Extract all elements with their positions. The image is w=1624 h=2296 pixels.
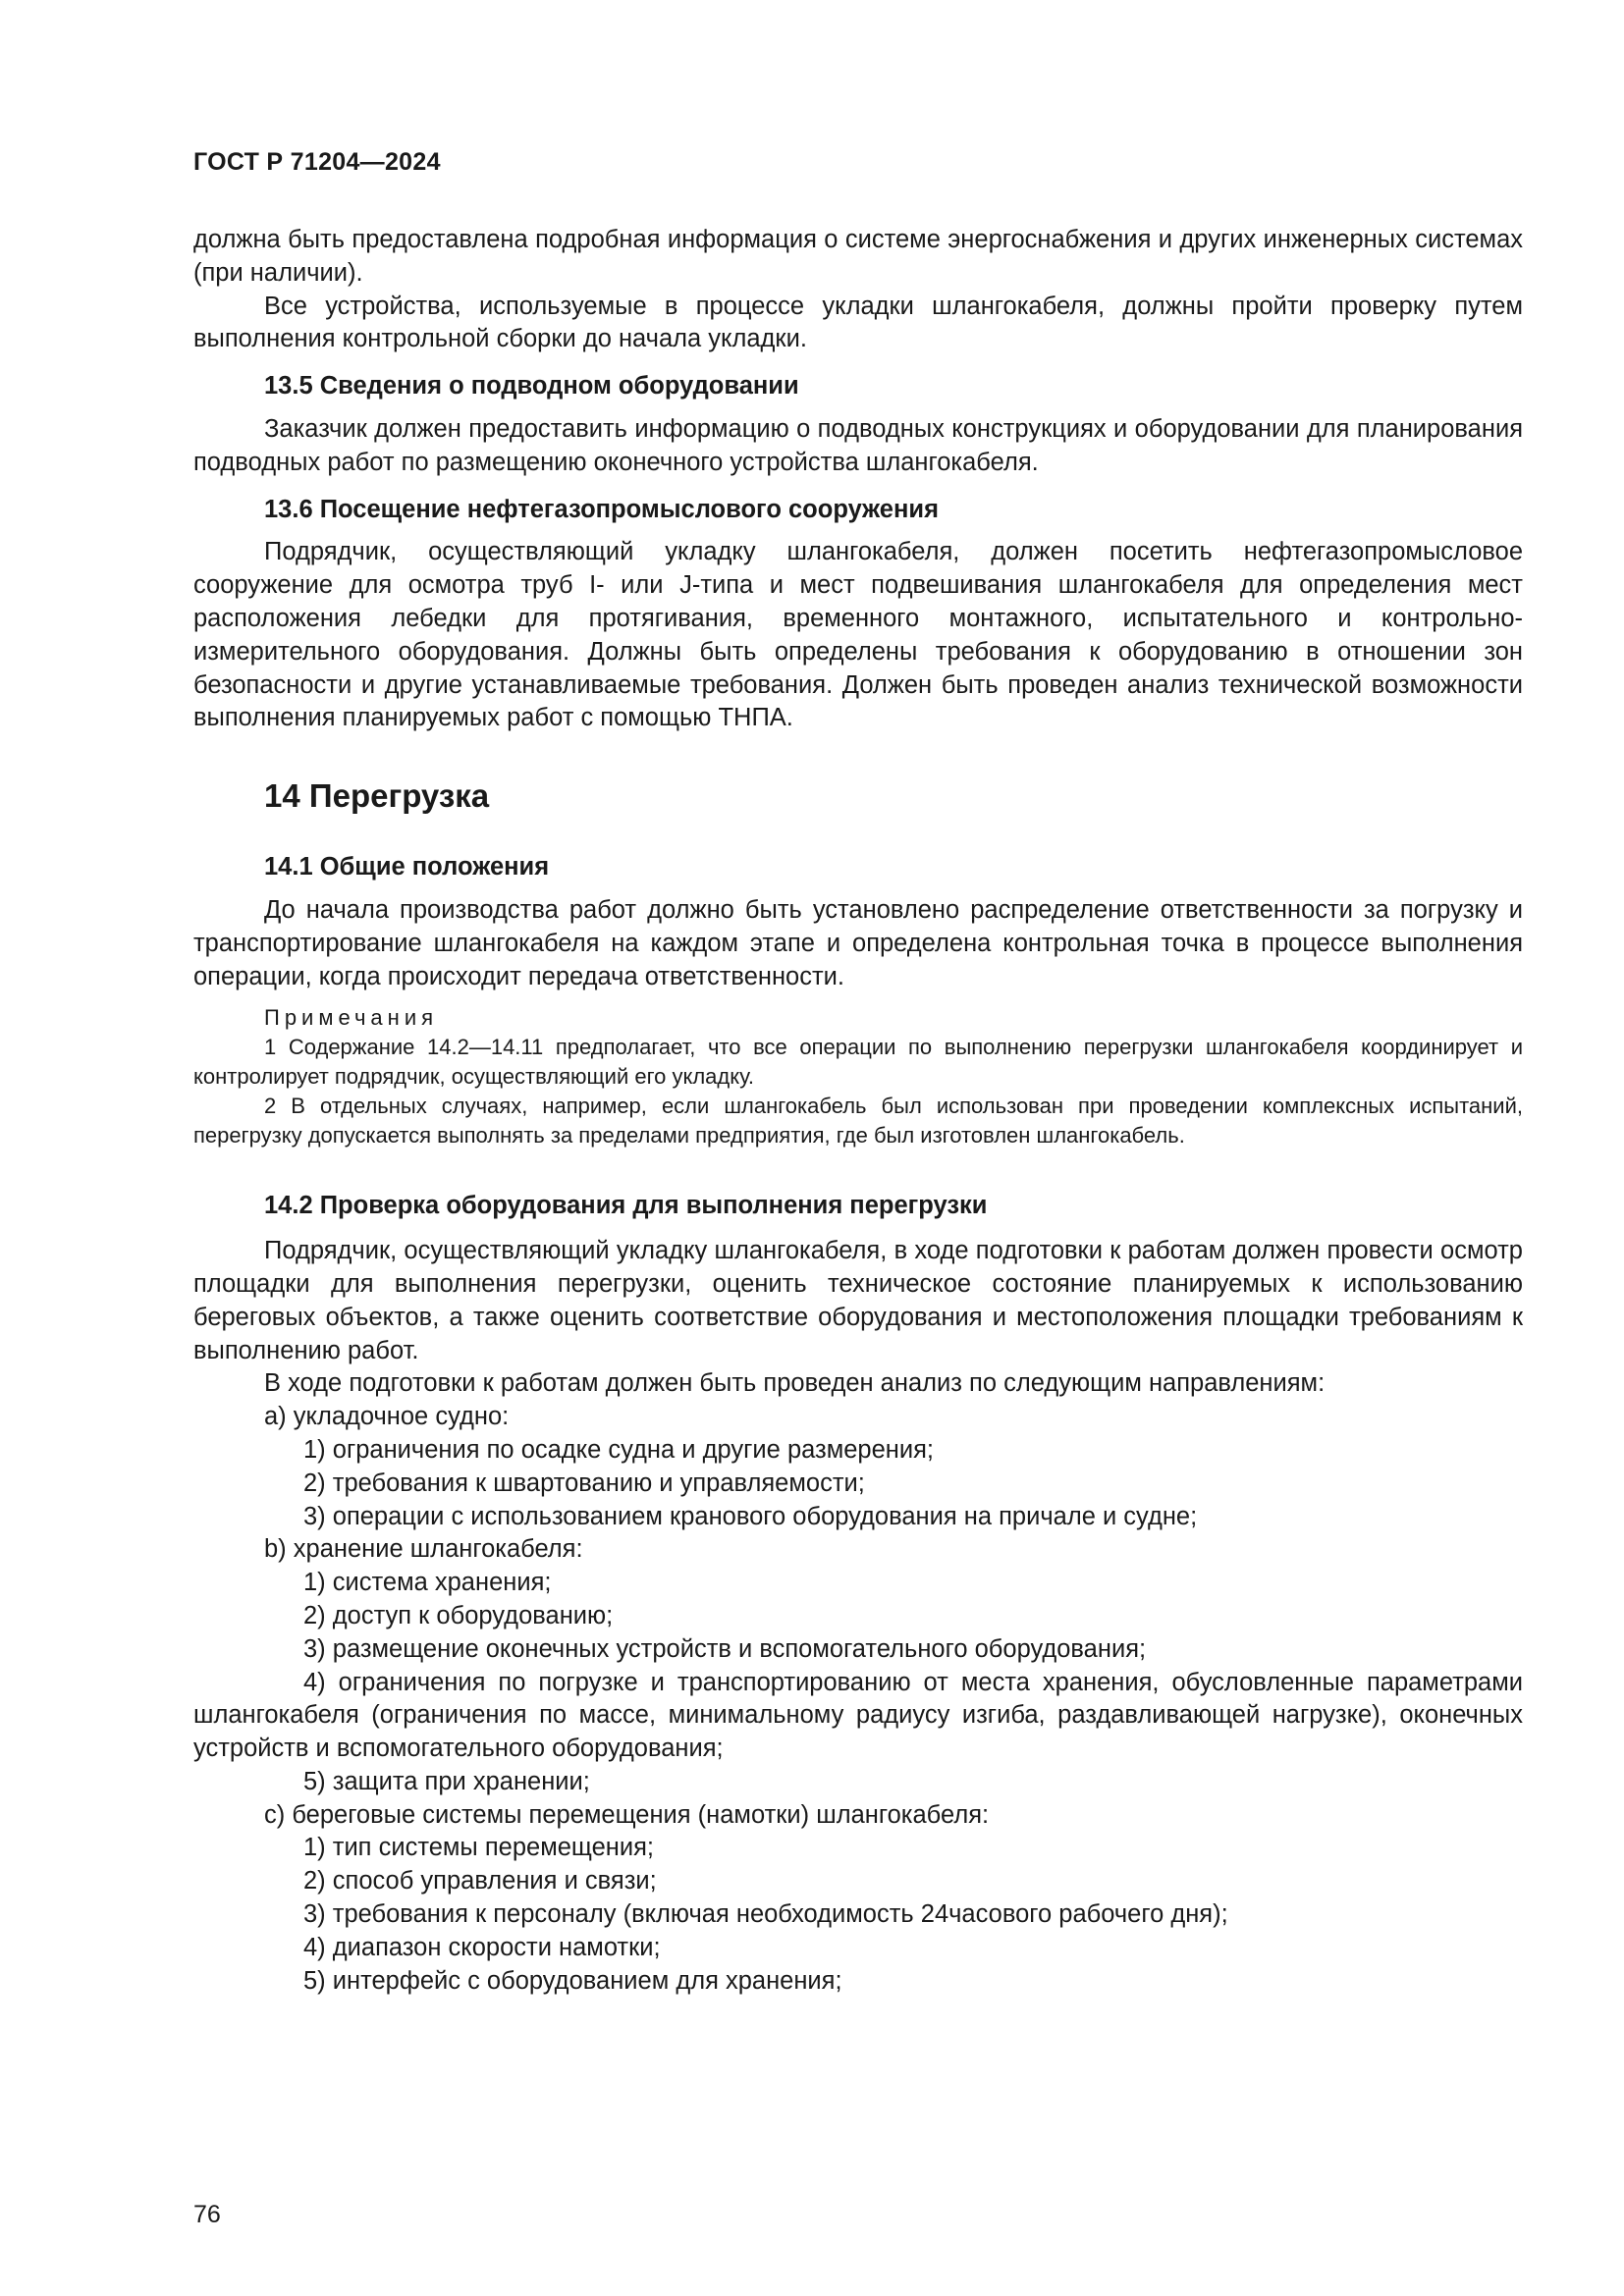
list-subitem: 2) доступ к оборудованию;	[303, 1601, 614, 1629]
page-number: 76	[193, 2201, 221, 2228]
paragraph: Подрядчик, осуществляющий укладку шлангокабеля, в ходе подготовки к работам должен провести осмотр площадки для выполнения перегрузки, оценить техническое состояние планируемых к использованию береговых объектов, а также оценить соответствие оборудования и местоположения площадки требованиям к выполнению работ.	[193, 1237, 1523, 1364]
list-item: с) береговые системы перемещения (намотки) шлангокабеля:	[264, 1800, 990, 1829]
paragraph: должна быть предоставлена подробная информация о системе энергоснабжения и других инженерных системах (при наличии).	[193, 226, 1523, 287]
list-subitem: 2) требования к швартованию и управляемости;	[303, 1468, 865, 1497]
section-heading-13-6: 13.6 Посещение нефтегазопромыслового сооружения	[264, 495, 939, 523]
list-subitem: 1) тип системы перемещения;	[303, 1834, 654, 1862]
document-body	[193, 224, 1523, 1998]
paragraph: В ходе подготовки к работам должен быть проведен анализ по следующим направлениям:	[264, 1369, 1326, 1398]
notes-title: Примечания	[264, 1005, 439, 1031]
document-header: ГОСТ Р 71204—2024	[193, 148, 441, 176]
list-subitem: 5) защита при хранении;	[303, 1767, 590, 1795]
list-subitem: 4) диапазон скорости намотки;	[303, 1933, 661, 1961]
list-subitem: 3) требования к персоналу (включая необходимость 24часового рабочего дня);	[303, 1900, 1228, 1929]
chapter-heading-14: 14 Перегрузка	[264, 777, 490, 815]
paragraph: Все устройства, используемые в процессе укладки шлангокабеля, должны пройти проверку путем выполнения контрольной сборки до начала укладки.	[193, 292, 1523, 353]
section-heading-14-2: 14.2 Проверка оборудования для выполнения перегрузки	[264, 1192, 988, 1220]
list-item: а) укладочное судно:	[264, 1403, 510, 1431]
list-item: b) хранение шлангокабеля:	[264, 1535, 583, 1564]
list-subitem: 5) интерфейс с оборудованием для хранения;	[303, 1966, 842, 1995]
section-heading-14-1: 14.1 Общие положения	[264, 853, 550, 881]
list-subitem: 3) операции с использованием кранового оборудования на причале и судне;	[303, 1502, 1198, 1530]
note-item: 2 В отдельных случаях, например, если шлангокабель был использован при проведении комплексных испытаний, перегрузку допускается выполнять за пределами предприятия, где был изготовлен шлангокабель.	[193, 1094, 1523, 1148]
list-subitem: 2) способ управления и связи;	[303, 1867, 657, 1896]
paragraph: Заказчик должен предоставить информацию о подводных конструкциях и оборудовании для планирования подводных работ по размещению оконечного устройства шлангокабеля.	[193, 414, 1523, 476]
list-subitem: 1) система хранения;	[303, 1569, 552, 1597]
paragraph: Подрядчик, осуществляющий укладку шлангокабеля, должен посетить нефтегазопромысловое сооружение для осмотра труб I- или J-типа и мест подвешивания шлангокабеля для определения мест расположения лебедки для протягивания, временного монтажного, испытательного и контрольно-измерительного оборудования. Должны быть определены требования к оборудованию в отношении зон безопасности и другие устанавливаемые требования. Должен быть проведен анализ технической возможности выполнения планируемых работ с помощью ТНПА.	[193, 538, 1523, 732]
list-subitem: 1) ограничения по осадке судна и другие размерения;	[303, 1435, 935, 1464]
list-subitem: 3) размещение оконечных устройств и вспомогательного оборудования;	[303, 1634, 1147, 1663]
note-item: 1 Содержание 14.2—14.11 предполагает, что все операции по выполнению перегрузки шлангокабеля координирует и контролирует подрядчик, осуществляющий его укладку.	[193, 1035, 1523, 1090]
section-heading-13-5: 13.5 Сведения о подводном оборудовании	[264, 372, 799, 400]
list-subitem: 4) ограничения по погрузке и транспортированию от места хранения, обусловленные параметрами шлангокабеля (ограничения по массе, минимальному радиусу изгиба, раздавливающей нагрузке), оконечных устройств и вспомогательного оборудования;	[193, 1668, 1523, 1763]
paragraph: До начала производства работ должно быть установлено распределение ответственности за погрузку и транспортирование шлангокабеля на каждом этапе и определена контрольная точка в процессе выполнения операции, когда происходит передача ответственности.	[193, 895, 1523, 990]
